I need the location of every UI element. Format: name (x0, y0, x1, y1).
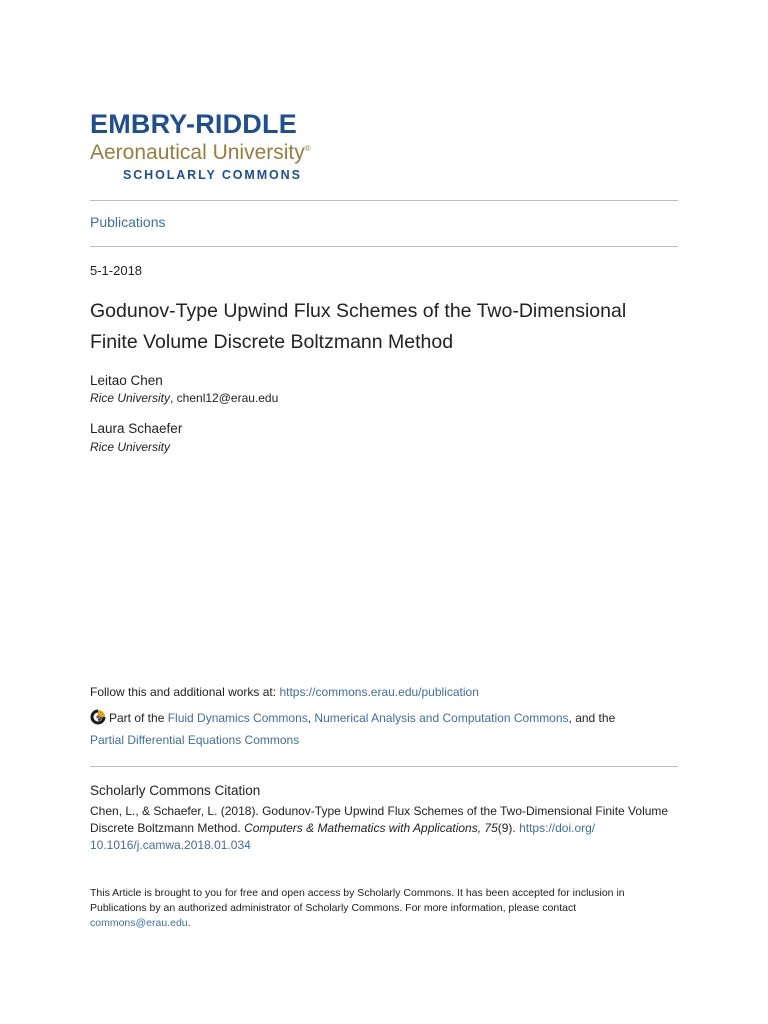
divider-collection (90, 246, 678, 247)
network-commons-icon (90, 709, 106, 725)
partof-separator: , (307, 711, 315, 725)
follow-line (90, 685, 479, 700)
divider-top (90, 200, 678, 201)
discipline-link-fluid-dynamics[interactable]: Fluid Dynamics Commons (167, 711, 308, 725)
partof-prefix: Part of the (109, 711, 168, 725)
partof-separator: , and the (568, 711, 616, 725)
divider-citation (90, 766, 678, 767)
citation-heading: Scholarly Commons Citation (90, 783, 261, 798)
author-affiliation-institution: Rice University (90, 391, 171, 405)
doi-line1: https://doi.org/ (519, 821, 596, 835)
citation-text (90, 803, 678, 854)
disciplines (90, 707, 678, 751)
follow-link[interactable]: https://commons.erau.edu/publication (279, 685, 479, 699)
publication-date: 5-1-2018 (90, 263, 143, 278)
discipline-link-numerical-analysis[interactable]: Numerical Analysis and Computation Commons (314, 711, 569, 725)
access-notice-text: This Article is brought to you for free and open access by Scholarly Commons. It has been accepted for inclusion in Publications by an authorized administrator of Scholarly Commons. For more information, please contact (90, 887, 625, 914)
citation-issue: (9). (497, 821, 520, 835)
author-affiliation-institution: Rice University (90, 440, 171, 454)
follow-text: Follow this and additional works at: (90, 685, 280, 699)
logo-scholarly-commons: SCHOLARLY COMMONS (123, 168, 302, 182)
article-title: Godunov-Type Upwind Flux Schemes of the Two-Dimensional Finite Volume Discrete Boltzmann Method (90, 300, 627, 353)
discipline-link-pde[interactable]: Partial Differential Equations Commons (90, 733, 300, 747)
university-logo[interactable] (90, 110, 380, 190)
author-name: Leitao Chen (90, 373, 163, 388)
logo-aeronautical-university (90, 137, 311, 165)
author-affiliation (90, 391, 278, 405)
citation-part1: Chen, L., & Schaefer, L. (2018). Godunov-Type Upwind Flux Schemes of the Two-Dimensional Finite Volume Discrete Boltzmann Method. (90, 804, 669, 835)
citation-journal: Computers & Mathematics with Applications, 75 (244, 821, 498, 835)
logo-trademark: ® (304, 144, 311, 153)
author-affiliation (90, 440, 170, 454)
collection-link[interactable]: Publications (90, 214, 166, 230)
author-email: , chenl12@erau.edu (170, 391, 279, 405)
author-name: Laura Schaefer (90, 421, 183, 436)
contact-email-link[interactable]: commons@erau.edu (90, 917, 188, 929)
logo-aero-text: Aeronautical University (90, 141, 305, 164)
cover-page (90, 0, 678, 1024)
doi-line2: 10.1016/j.camwa.2018.01.034 (90, 838, 251, 852)
access-notice-end: . (187, 917, 191, 929)
access-notice (90, 886, 678, 931)
logo-embry-riddle: EMBRY-RIDDLE (90, 109, 297, 139)
